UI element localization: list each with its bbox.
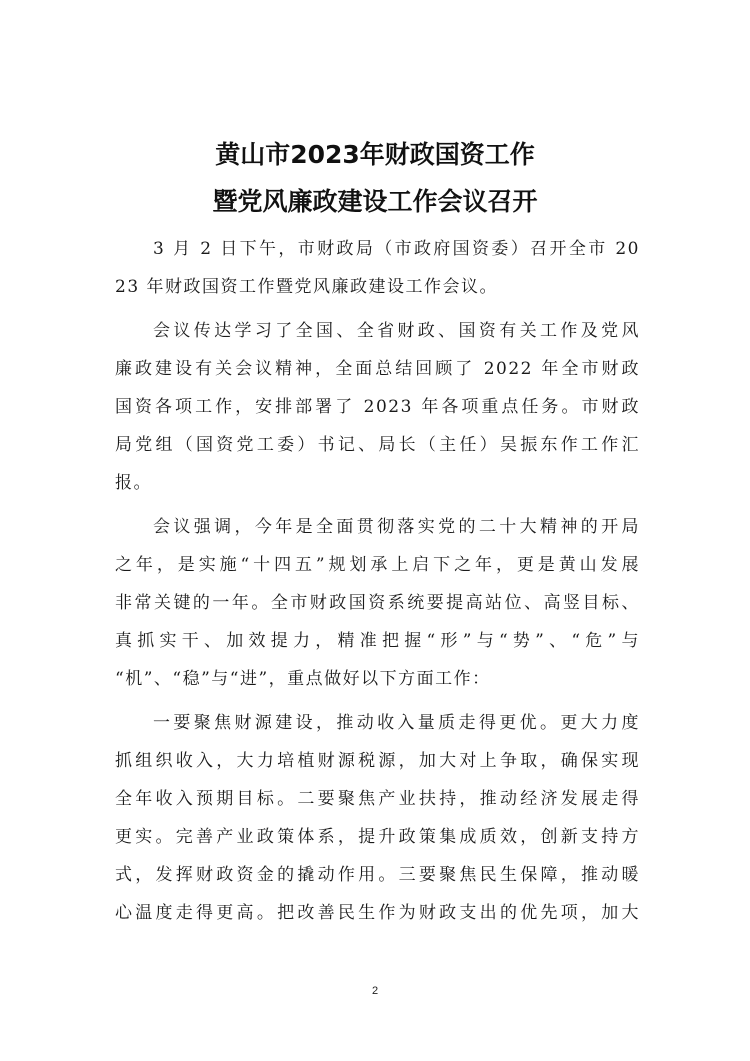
page-title-line-2: 暨党风廉政建设工作会议召开 [212,187,538,216]
text-line: 23 年财政国资工作暨党风廉政建设工作会议。 [115,277,499,297]
text-line: 3 月 2 日下午，市财政局（市政府国资委）召开全市 20 [153,239,640,259]
text-line: 非常关键的一年。全市财政国资系统要提高站位、高竖目标、 [115,593,640,613]
page-title-line-1: 黄山市2023年财政国资工作 [215,140,535,169]
text-line: “机”、“稳”与“进”，重点做好以下方面工作： [115,669,491,689]
text-line: 心温度走得更高。把改善民生作为财政支出的优先项，加大 [115,903,640,923]
text-line: 局党组（国资党工委）书记、局长（主任）吴振东作工作汇 [115,435,640,455]
text-line: 报。 [115,473,152,493]
document-body [115,230,640,938]
text-line: 抓组织收入，大力培植财源税源，加大对上争取，确保实现 [115,751,640,771]
text-line: 式，发挥财政资金的撬动作用。三要聚焦民生保障，推动暖 [115,865,640,885]
paragraph-2 [115,312,640,502]
text-line: 会议传达学习了全国、全省财政、国资有关工作及党风 [153,321,640,341]
text-line: 国资各项工作，安排部署了 2023 年各项重点任务。市财政 [115,397,640,417]
text-line: 会议强调，今年是全面贯彻落实党的二十大精神的开局 [153,517,640,537]
text-line: 更实。完善产业政策体系，提升政策集成质效，创新支持方 [115,827,640,847]
page-number: 2 [371,985,379,997]
text-line: 之年，是实施“十四五”规划承上启下之年，更是黄山发展 [115,555,640,575]
text-line: 一要聚焦财源建设，推动收入量质走得更优。更大力度 [153,713,640,733]
paragraph-1 [115,230,640,306]
text-line: 全年收入预期目标。二要聚焦产业扶持，推动经济发展走得 [115,789,640,809]
paragraph-3 [115,508,640,698]
paragraph-4 [115,704,640,932]
text-line: 真抓实干、加效提力，精准把握“形”与“势”、“危”与 [115,631,640,651]
text-line: 廉政建设有关会议精神，全面总结回顾了 2022 年全市财政 [115,359,640,379]
